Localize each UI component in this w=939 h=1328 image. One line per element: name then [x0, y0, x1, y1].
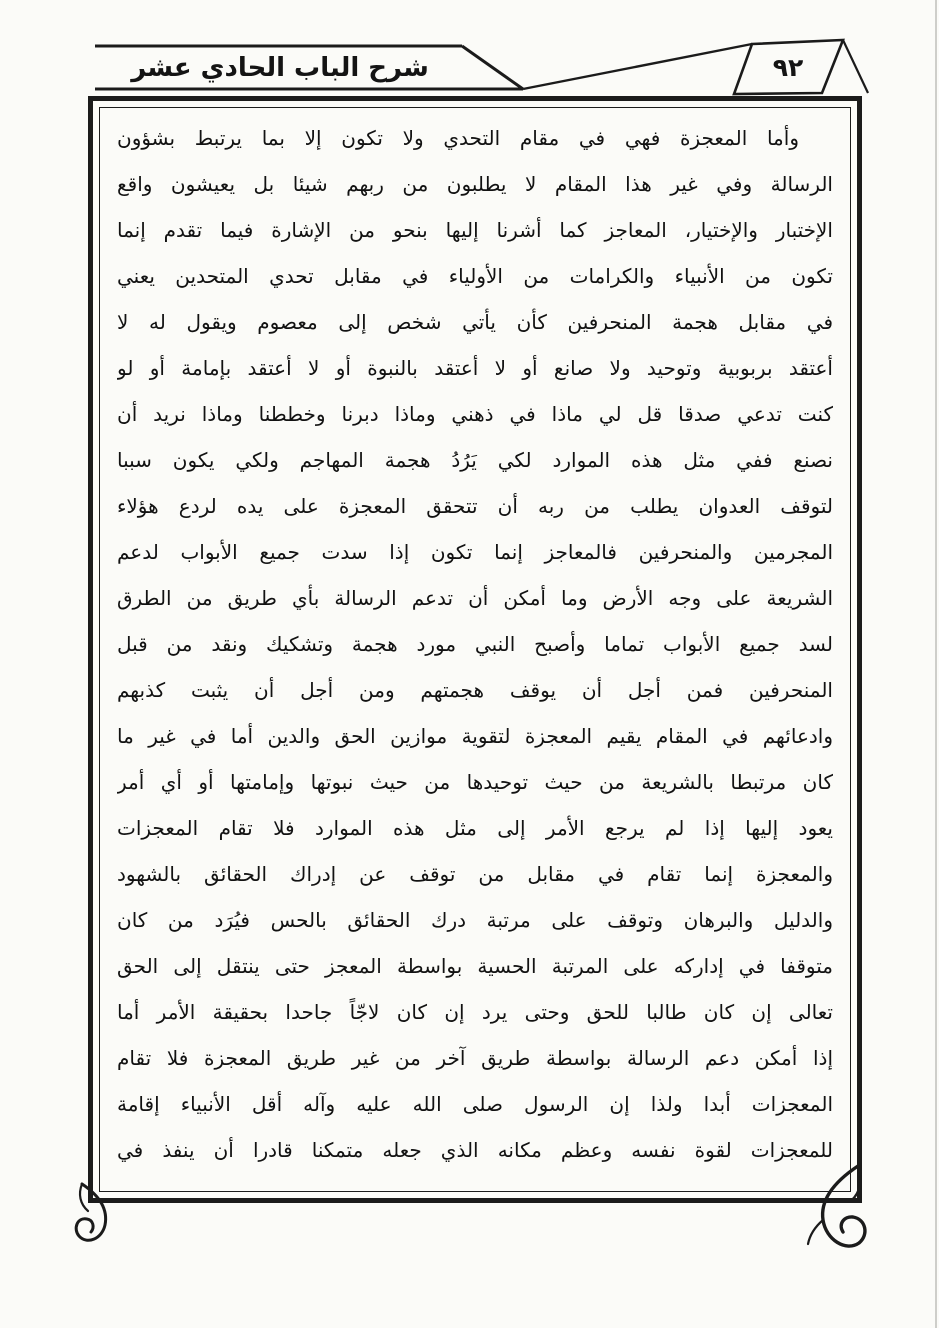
- body-text: [117, 115, 833, 1173]
- text-line: لتوقف العدوان يطلب من ربه أن تتحقق المعجزة على يده لردع هؤلاء: [117, 494, 833, 518]
- text-frame-outer: [88, 96, 862, 1203]
- text-line: يعود إليها إذا لم يرجع الأمر إلى مثل هذه الموارد فلا تقام المعجزات: [117, 816, 833, 840]
- text-line: تعالى إن كان طالبا للحق وحتى يرد إن كان لاجّاً جاحدا بحقيقة الأمر أما: [117, 1000, 833, 1024]
- text-line: تكون من الأنبياء والكرامات من الأولياء في مقابل تحدي المتحدين يعني: [117, 264, 833, 288]
- chapter-title: شرح الباب الحادي عشر: [131, 53, 429, 83]
- text-line: والدليل والبرهان وتوقف على مرتبة درك الحقائق بالحس فيُرَد من كان: [117, 908, 833, 932]
- text-line: المعجزات أبدا ولذا إن الرسول صلى الله عليه وآله أقل الأنبياء إقامة: [117, 1092, 833, 1116]
- text-line: كنت تدعي صدقا قل لي ماذا في ذهني وماذا دبرنا وخططنا وماذا نريد أن: [117, 402, 833, 426]
- text-line: وادعائهم في المقام يقيم المعجزة لتقوية موازين الحق والدين أما في غير ما: [117, 724, 833, 748]
- text-line: إذا أمكن دعم الرسالة بواسطة طريق آخر من غير طريق المعجزة فلا تقام: [117, 1046, 833, 1070]
- text-line: الرسالة وفي غير هذا المقام لا يطلبون من ربهم شيئا بل يعيشون واقع: [117, 172, 833, 196]
- text-line: متوقفا في إداركه على المرتبة الحسية بواسطة المعجز حتى ينتقل إلى الحق: [117, 954, 833, 978]
- text-line: المجرمين والمنحرفين فالمعاجز إنما تكون إذا سدت جميع الأبواب لدعم: [117, 540, 833, 564]
- text-line: نصنع ففي مثل هذه الموارد لكي يَرُدُ هجمة المهاجم ولكي يكون سببا: [117, 448, 833, 472]
- scan-edge-line: [935, 0, 937, 1328]
- text-line: في مقابل هجمة المنحرفين كأن يأتي شخص إلى معصوم ويقول له لا: [117, 310, 833, 334]
- text-line: وأما المعجزة فهي في مقام التحدي ولا تكون إلا بما يرتبط بشؤون: [117, 126, 799, 150]
- text-line: الشريعة على وجه الأرض وما أمكن أن تدعم الرسالة بأي طريق من الطرق: [117, 586, 833, 610]
- page-number: ٩٢: [772, 53, 804, 82]
- text-line: كان مرتبطا بالشريعة من حيث توحيدها من حيث نبوتها وإمامتها أو أي أمر: [117, 770, 833, 794]
- text-line: المنحرفين فمن أجل أن يوقف هجمتهم ومن أجل أن يثبت كذبهم: [117, 678, 833, 702]
- text-line: أعتقد بربوبية وتوحيد ولا صانع أو لا أعتقد بالنبوة أو لا أعتقد بإمامة أو لو: [117, 356, 833, 380]
- text-frame-inner: [99, 107, 851, 1192]
- text-line: الإختبار والإختيار، المعاجز كما أشرنا إليها بنحو من الإشارة فيما تقدم إنما: [117, 218, 833, 242]
- text-line: والمعجزة إنما تقام في مقابل من توقف عن إدراك الحقائق بالشهود: [117, 862, 833, 886]
- text-line: لسد جميع الأبواب تماما وأصبح النبي مورد هجمة وتشكيك ونقد من قبل: [117, 632, 833, 656]
- text-line: للمعجزات لقوة نفسه وعظم مكانه الذي جعله متمكنا قادرا أن ينفذ في: [117, 1138, 833, 1162]
